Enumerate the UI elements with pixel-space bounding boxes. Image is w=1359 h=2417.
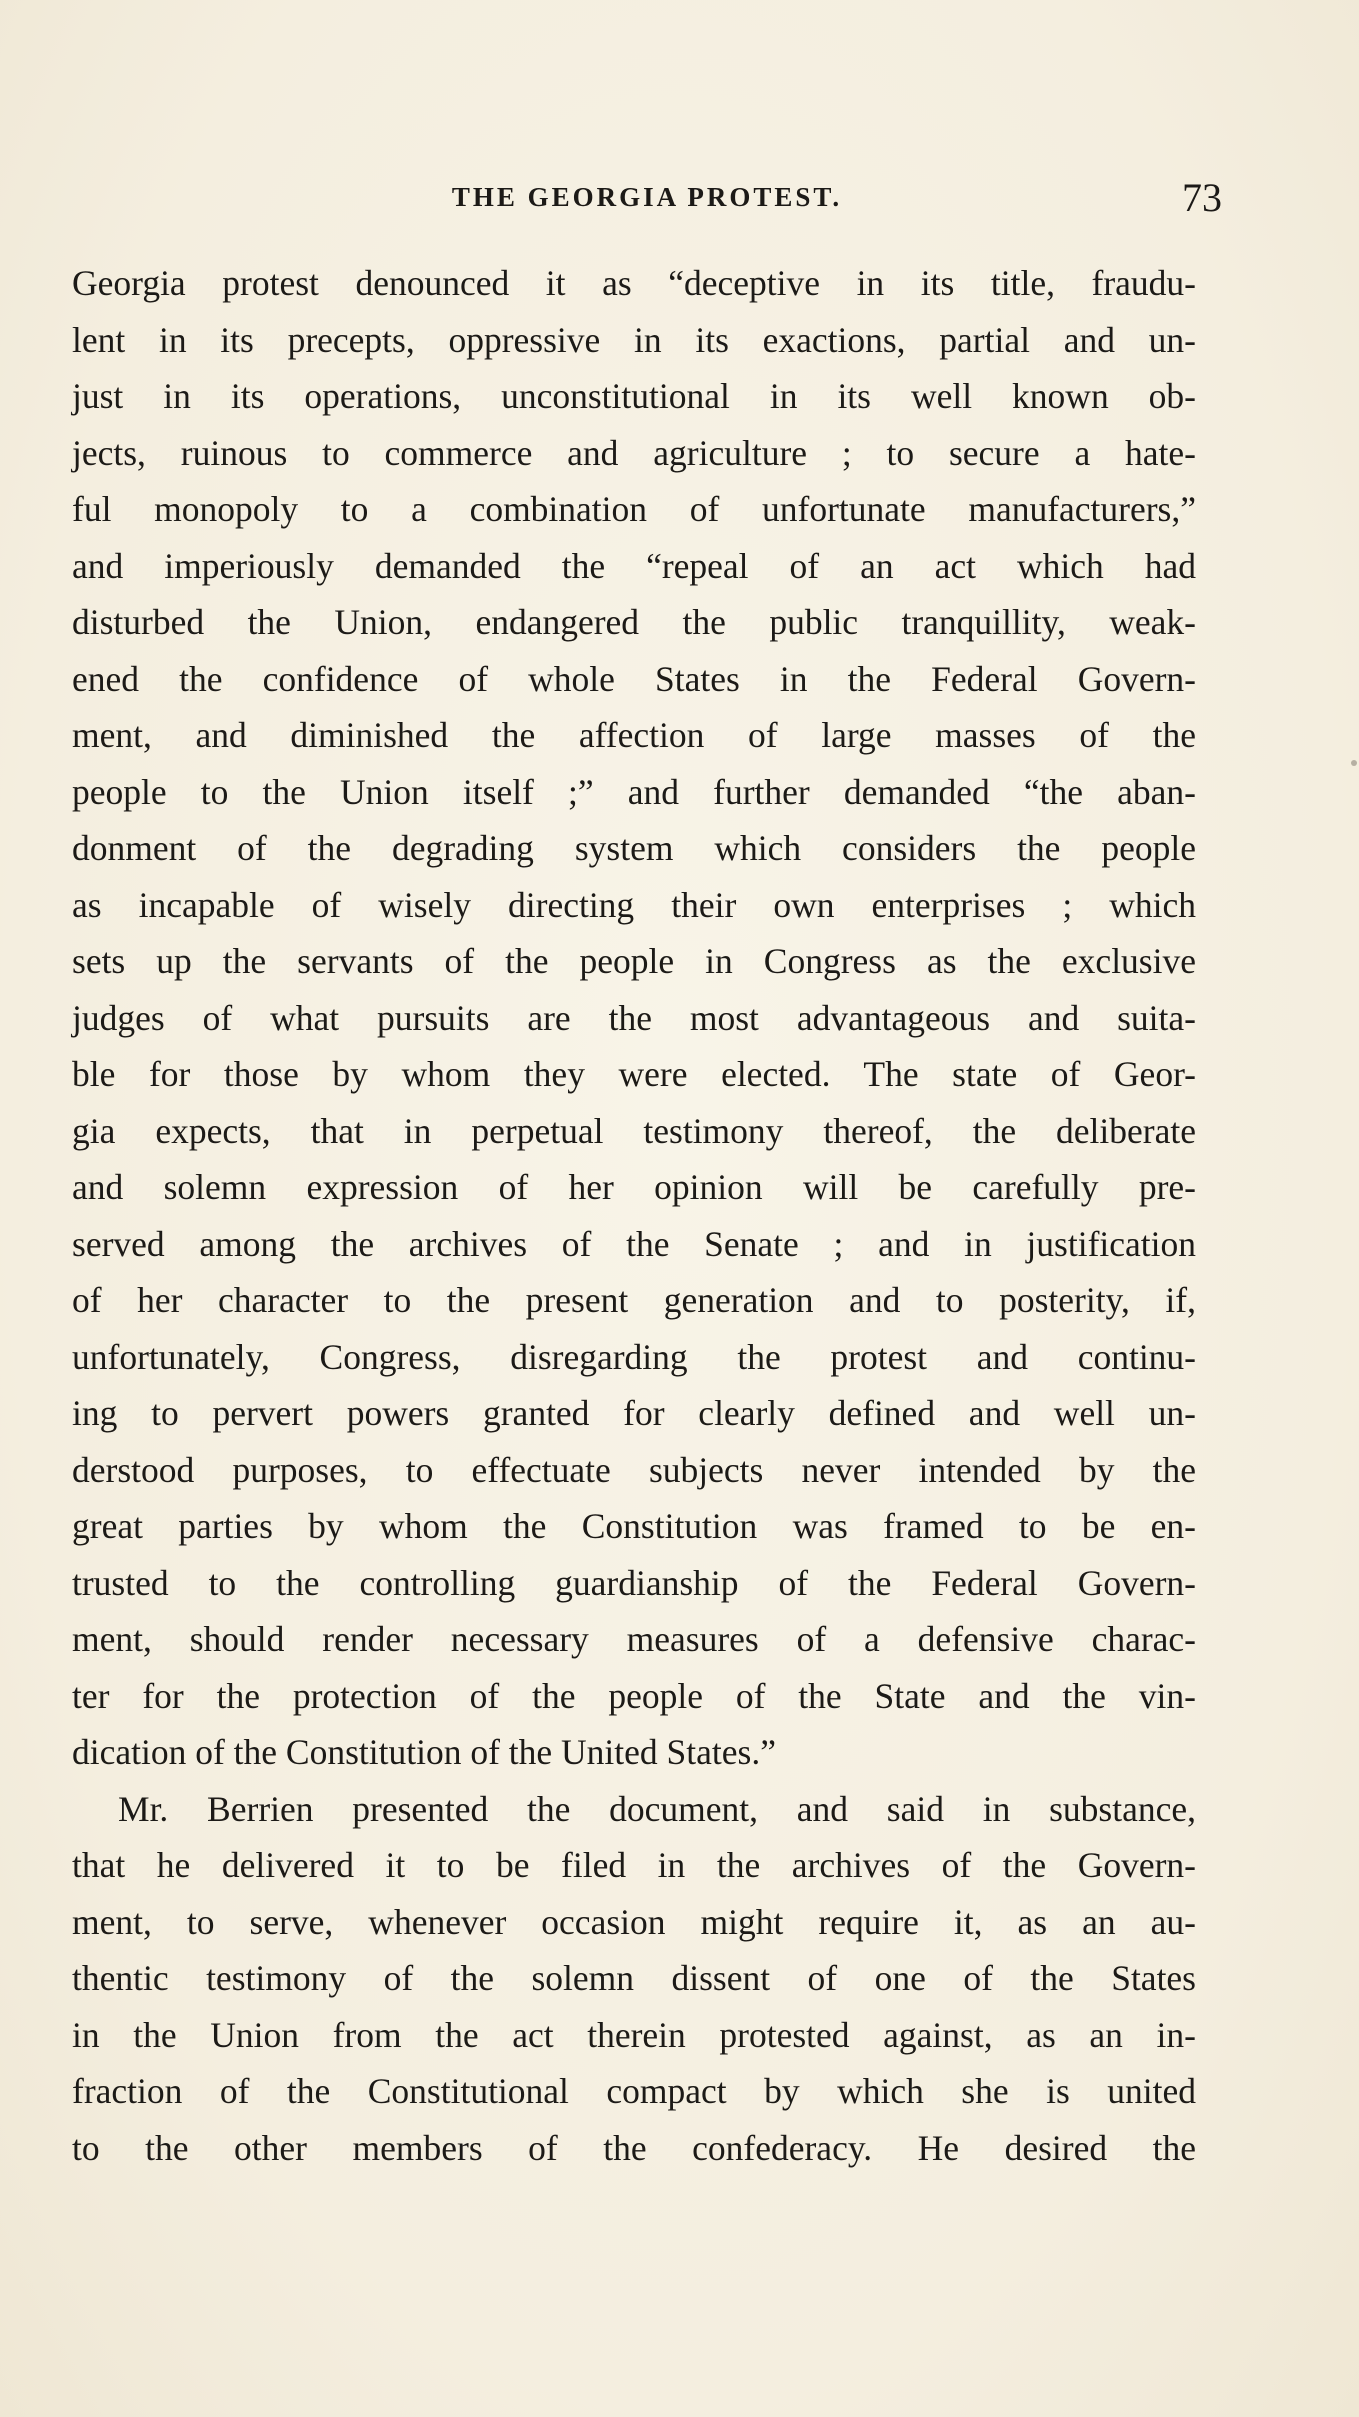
text-line: ment, to serve, whenever occasion might require it, as an au- [72, 1901, 1196, 1942]
text-line: judges of what pursuits are the most advantageous and suita- [72, 997, 1196, 1038]
text-line: thentic testimony of the solemn dissent of one of the States [72, 1958, 1196, 1998]
text-line: disturbed the Union, endangered the public tranquillity, weak- [72, 602, 1196, 642]
text-line: gia expects, that in perpetual testimony thereof, the deliberate [72, 1110, 1196, 1151]
paper-speck [1351, 760, 1357, 766]
text-line: ing to pervert powers granted for clearly defined and well un- [72, 1393, 1196, 1433]
text-line: ment, and diminished the affection of large masses of the [72, 715, 1196, 755]
running-title: THE GEORGIA PROTEST. [451, 182, 843, 212]
text-line: ened the confidence of whole States in the Federal Govern- [72, 658, 1196, 699]
text-line: Georgia protest denounced it as “deceptive in its title, fraudu- [72, 263, 1196, 303]
text-line: fraction of the Constitutional compact by which she is united [72, 2071, 1196, 2111]
text-line: and solemn expression of her opinion will be carefully pre- [72, 1167, 1196, 1207]
text-line: that he delivered it to be filed in the archives of the Govern- [72, 1845, 1196, 1885]
text-line: great parties by whom the Constitution was framed to be en- [72, 1506, 1196, 1546]
text-line: dication of the Constitution of the United States.” [72, 1732, 776, 1772]
text-line: served among the archives of the Senate ; and in justification [72, 1223, 1196, 1264]
page-number: 73 [1182, 175, 1222, 220]
body-text [72, 255, 1196, 2176]
text-line: unfortunately, Congress, disregarding the protest and continu- [72, 1336, 1196, 1377]
text-line: ment, should render necessary measures of a defensive charac- [72, 1619, 1196, 1659]
paragraph-2 [72, 1781, 1196, 2177]
text-line: just in its operations, unconstitutional in its well known ob- [72, 376, 1196, 416]
text-line: sets up the servants of the people in Congress as the exclusive [72, 941, 1196, 981]
text-line: donment of the degrading system which considers the people [72, 828, 1196, 868]
text-line: trusted to the controlling guardianship of the Federal Govern- [72, 1562, 1196, 1603]
running-head [72, 175, 1222, 228]
text-line: ful monopoly to a combination of unfortunate manufacturers,” [72, 489, 1196, 529]
text-line: lent in its precepts, oppressive in its exactions, partial and un- [72, 319, 1196, 360]
text-line: as incapable of wisely directing their own enterprises ; which [72, 884, 1196, 925]
text-line: in the Union from the act therein protested against, as an in- [72, 2014, 1196, 2055]
text-line: jects, ruinous to commerce and agriculture ; to secure a hate- [72, 432, 1196, 473]
text-line: and imperiously demanded the “repeal of an act which had [72, 545, 1196, 586]
text-line: to the other members of the confederacy. He desired the [72, 2127, 1196, 2168]
paragraph-1 [72, 255, 1196, 1781]
text-line: ble for those by whom they were elected. The state of Geor- [72, 1054, 1196, 1094]
text-line: derstood purposes, to effectuate subjects never intended by the [72, 1449, 1196, 1490]
text-line: ter for the protection of the people of the State and the vin- [72, 1675, 1196, 1716]
text-line: Mr. Berrien presented the document, and said in substance, [118, 1788, 1196, 1829]
text-line: people to the Union itself ;” and further demanded “the aban- [72, 771, 1196, 812]
text-line: of her character to the present generation and to posterity, if, [72, 1280, 1196, 1320]
